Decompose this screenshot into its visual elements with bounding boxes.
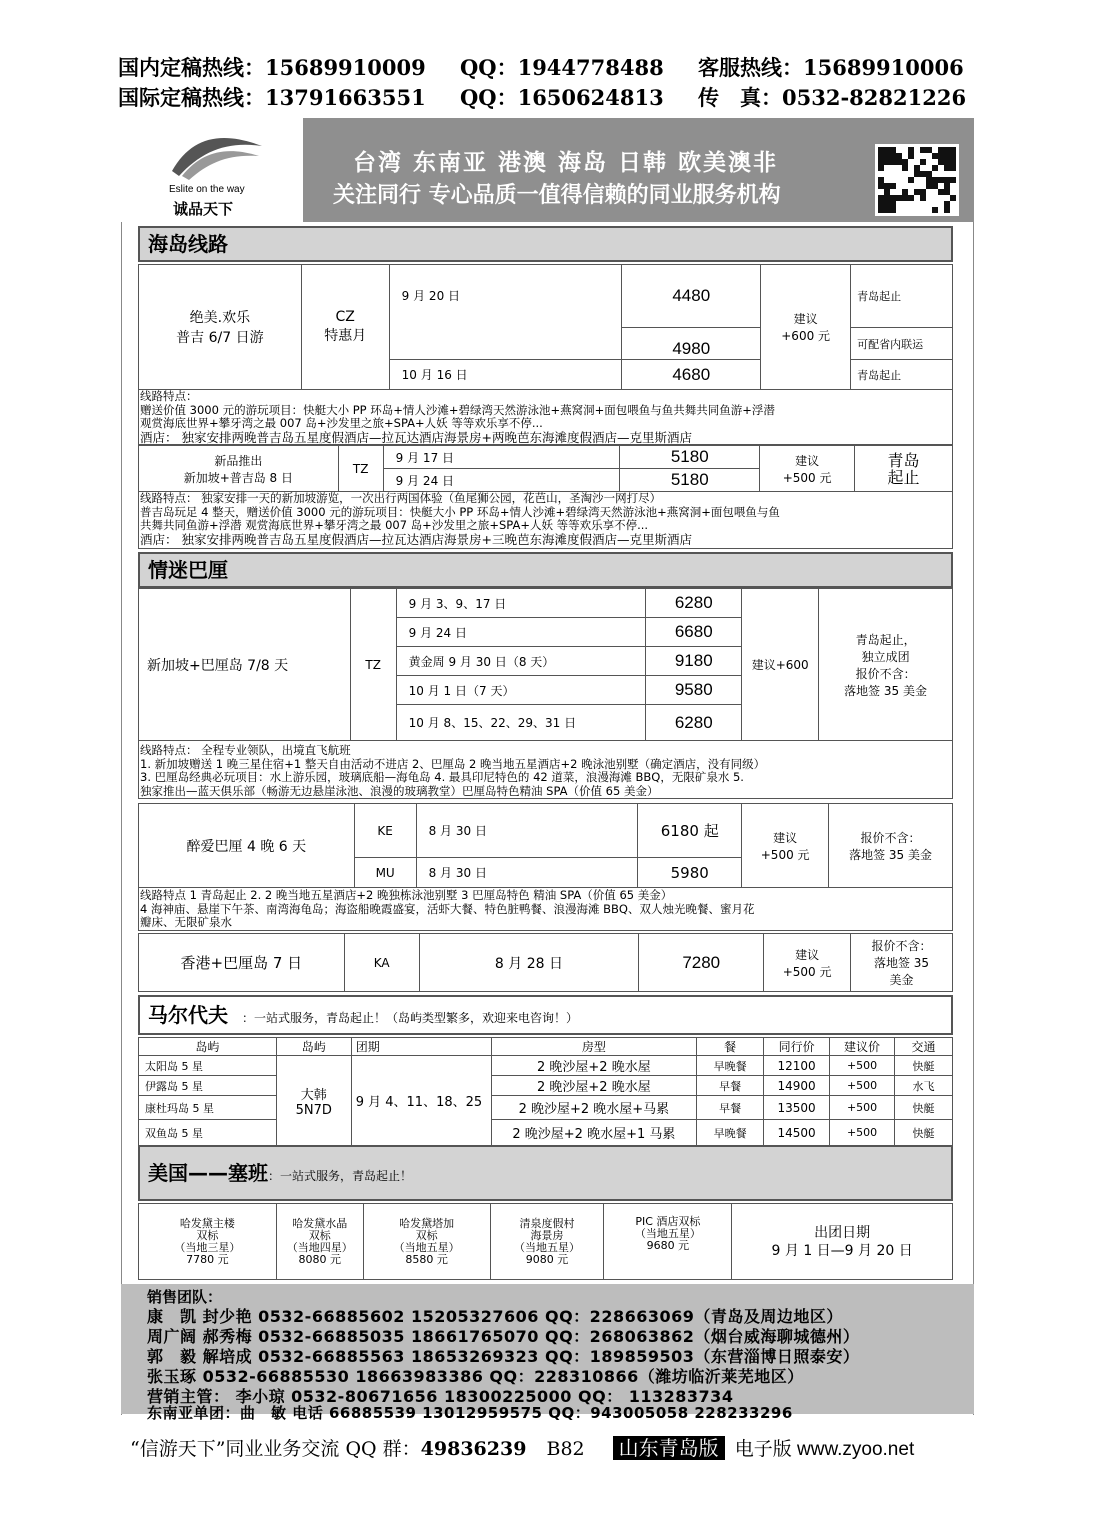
- price-cell: 9580: [646, 676, 742, 705]
- banner-slogan: 关注同行 专心品质一值得信赖的同业服务机构: [333, 183, 781, 208]
- sales-row: 郭 毅 解培成 0532-66885563 18653269323 QQ：189859503（东营淄博日照泰安）: [147, 1347, 860, 1366]
- date-cell: 10 月 1 日（7 天）: [396, 676, 646, 705]
- price-cell: 5980: [638, 858, 742, 888]
- section-title: 美国——塞班: [148, 1161, 268, 1185]
- domestic-hotline: 国内定稿热线：15689910009: [118, 55, 426, 80]
- section-subtitle: ：一站式服务，青岛起止！（岛屿类型繁多，欢迎来电咨询！）: [242, 1011, 579, 1025]
- depart-cell: 出团日期 9 月 1 日—9 月 20 日: [732, 1204, 953, 1280]
- suggest-price: 建议 +500 元: [760, 446, 855, 492]
- route-name: 醉爱巴厘 4 晚 6 天: [139, 804, 355, 888]
- bali-table-1: [138, 588, 953, 741]
- bali-table-2: [138, 803, 953, 888]
- logo-chinese: 诚品天下: [173, 200, 234, 218]
- saipan-table: [138, 1203, 953, 1280]
- hotel-cell: 哈发黛塔加 双标 （当地五星） 8580 元: [363, 1204, 490, 1280]
- col-header: 交通: [895, 1038, 953, 1056]
- table-row: 双鱼岛 5 星 2 晚沙屋+2 晚水屋+1 马累 早晚餐 14500 +500 快艇: [139, 1120, 953, 1146]
- date-cell: 9 月 24 日: [383, 469, 620, 492]
- price-cell: 6280: [646, 705, 742, 741]
- date-cell: 9 月 24 日: [396, 618, 646, 647]
- route-notes: 线路特点： 全程专业领队，出境直飞航班 1. 新加坡赠送 1 晚三星住宿+1 整天自由活动不进店 2、巴厘岛 2 晚当地五星酒店+2 晚泳池别墅（确定酒店，没有同级） 3. 巴厘岛经典必玩项目：水上游乐园，玻璃底船—海龟岛 4. 最具印尼特色的 42 道菜，浪漫海滩 BBQ，无限矿泉水 5. 独家推出—蓝天俱乐部（畅游无边悬崖泳池、浪漫的玻璃教堂）巴厘岛特色精油 SPA（价值 65 美金）: [140, 744, 766, 798]
- col-header: 岛屿: [139, 1038, 277, 1056]
- note-cell: 青岛起止， 独立成团 报价不含： 落地签 35 美金: [819, 589, 953, 741]
- note-cell: 可配省内联运: [851, 328, 953, 360]
- route-name: 香港+巴厘岛 7 日: [139, 934, 345, 992]
- col-header: 房型: [491, 1038, 697, 1056]
- website: 电子版 www.zyoo.net: [734, 1439, 915, 1460]
- sales-row: 东南亚单团：曲 敏 电话 66885539 13012959575 QQ：943005058 228233296: [147, 1404, 793, 1422]
- sales-row: 张玉琢 0532-66885530 18663983386 QQ：228310866（潍坊临沂莱芜地区）: [147, 1367, 804, 1386]
- maldives-section-header: [138, 995, 953, 1035]
- sales-title: 销售团队：: [147, 1288, 223, 1306]
- footer-text: “信游天下”同业业务交流 QQ 群：: [130, 1438, 421, 1460]
- suggest-price: 建议 +500 元: [742, 804, 829, 888]
- route-name: 新加坡+巴厘岛 7/8 天: [139, 589, 351, 741]
- airline: MU: [354, 858, 416, 888]
- fax: 传 真：0532-82821226: [698, 85, 967, 110]
- route-name: 绝美.欢乐 普吉 6/7 日游: [139, 265, 302, 390]
- price-cell: 4980: [622, 328, 761, 360]
- logo: [121, 118, 303, 222]
- hotel-cell: PIC 酒店双标 （当地五星） 9680 元: [604, 1204, 732, 1280]
- banner-slogan-area: [303, 118, 974, 222]
- price-cell: 5180: [620, 469, 760, 492]
- date-cell: 9 月 17 日: [383, 446, 620, 469]
- date-cell: 9 月 3、9、17 日: [396, 589, 646, 618]
- price-cell: 5180: [620, 446, 760, 469]
- table-row: 伊露岛 5 星 2 晚沙屋+2 晚水屋 早餐 14900 +500 水飞: [139, 1076, 953, 1096]
- section-title: 马尔代夫: [148, 1003, 228, 1027]
- section-title: 情迷巴厘: [148, 558, 228, 582]
- table-row: 康杜玛岛 5 星 2 晚沙屋+2 晚水屋+马累 早餐 13500 +500 快艇: [139, 1096, 953, 1120]
- saipan-section-header: [138, 1145, 953, 1201]
- banner: [121, 118, 974, 222]
- note-cell: 青岛起止: [851, 360, 953, 390]
- bali-section-header: [138, 552, 953, 588]
- hotel-cell: 哈发黛主楼 双标 （当地三星） 7780 元: [139, 1204, 277, 1280]
- airline: KA: [344, 934, 419, 992]
- price-cell: 4680: [622, 360, 761, 390]
- date-cell: 8 月 28 日: [419, 934, 639, 992]
- island-table-2: [138, 445, 953, 492]
- table-row: 太阳岛 5 星 大韩 5N7D 9 月 4、11、18、25 2 晚沙屋+2 晚水屋 早晚餐 12100 +500 快艇: [139, 1056, 953, 1076]
- sales-row: 康 凯 封少艳 0532-66885602 15205327606 QQ：228663069（青岛及周边地区）: [147, 1307, 843, 1326]
- price-cell: 9180: [646, 647, 742, 676]
- route-notes: 线路特点 1 青岛起止 2. 2 晚当地五星酒店+2 晚独栋泳池别墅 3 巴厘岛特色 精油 SPA（价值 65 美金） 4 海神庙、悬崖下午茶、南湾海龟岛；海盗船晚霞盛宴，活虾大餐、特色脏鸭餐、浪漫海滩 BBQ、双人烛光晚餐、蜜月花 瓣床、无限矿泉水: [140, 889, 755, 929]
- intl-hotline: 国际定稿热线：13791663551: [118, 85, 426, 110]
- route-notes: 线路特点： 赠送价值 3000 元的游玩项目：快艇大小 PP 环岛+情人沙滩+碧绿湾天然游泳池+燕窝洞+面包喂鱼与鱼共舞共同鱼游+浮潜 观赏海底世界+攀牙湾之最 007 岛+沙发里之旅+SPA+人妖 等等欢乐享不停... 酒店： 独家安排两晚普吉岛五星度假酒店—拉瓦达酒店海景房+两晚芭东海滩度假酒店—克里斯酒店: [140, 390, 775, 444]
- airline: CZ 特惠月: [301, 265, 389, 390]
- note-cell: 报价不含： 落地签 35 美金: [851, 934, 953, 992]
- date-cell: 10 月 16 日: [389, 360, 622, 390]
- sales-row: 营销主管： 李小琼 0532-80671656 18300225000 QQ： 113283734: [147, 1387, 734, 1406]
- suggest-price: 建议 +600 元: [761, 265, 851, 390]
- airline: KE: [354, 804, 416, 858]
- price-cell: 6680: [646, 618, 742, 647]
- qr-code-icon: [875, 144, 959, 216]
- col-header: 团期: [351, 1038, 491, 1056]
- col-header: 岛屿: [276, 1038, 351, 1056]
- date-cell: 9 月 20 日: [389, 265, 622, 360]
- sales-row: 周广阔 郝秀梅 0532-66885035 18661765070 QQ：268063862（烟台威海聊城德州）: [147, 1327, 860, 1346]
- edition-tag: 山东青岛版: [613, 1436, 725, 1460]
- banner-destinations: 台湾 东南亚 港澳 海岛 日韩 欧美澳非: [353, 150, 779, 176]
- island-table-1: [138, 264, 953, 390]
- airline: 大韩 5N7D: [276, 1056, 351, 1146]
- col-header: 建议价: [830, 1038, 895, 1056]
- airline: TZ: [350, 589, 396, 741]
- note-cell: 报价不含： 落地签 35 美金: [829, 804, 953, 888]
- date-cell: 8 月 30 日: [416, 804, 638, 858]
- date-cell: 8 月 30 日: [416, 858, 638, 888]
- hotel-cell: 清泉度假村 海景房 （当地五星） 9080 元: [490, 1204, 604, 1280]
- airline: TZ: [338, 446, 383, 492]
- qq-2: QQ：1650624813: [460, 85, 664, 110]
- route-notes: 线路特点： 独家安排一天的新加坡游览，一次出行两国体验（鱼尾狮公园，花芭山，圣淘沙一网打尽） 普吉岛玩足 4 整天，赠送价值 3000 元的游玩项目：快艇大小 PP 环岛+情人沙滩+碧绿湾天然游泳池+燕窝洞+面包喂鱼与鱼 共舞共同鱼游+浮潜 观赏海底世界+攀牙湾之最 007 岛+沙发里之旅+SPA+人妖 等等欢乐享不停... 酒店： 独家安排两晚普吉岛五星度假酒店—拉瓦达酒店海景房+三晚芭东海滩度假酒店—克里斯酒店: [140, 492, 780, 546]
- group-dates: 9 月 4、11、18、25: [351, 1056, 491, 1146]
- qq-1: QQ：1944778488: [460, 55, 664, 80]
- island-section-header: [138, 226, 953, 262]
- col-header: 同行价: [764, 1038, 830, 1056]
- suggest-price: 建议+600: [742, 589, 819, 741]
- route-name: 新品推出 新加坡+普吉岛 8 日: [139, 446, 339, 492]
- page-number: B82: [546, 1438, 585, 1460]
- note-cell: 青岛起止: [851, 265, 953, 328]
- price-cell: 6180 起: [638, 804, 742, 858]
- price-cell: 6280: [646, 589, 742, 618]
- price-cell: 7280: [639, 934, 764, 992]
- col-header: 餐: [697, 1038, 764, 1056]
- date-cell: 黄金周 9 月 30 日（8 天）: [396, 647, 646, 676]
- section-title: 海岛线路: [148, 232, 228, 256]
- service-hotline: 客服热线：15689910006: [698, 55, 964, 80]
- hotel-cell: 哈发黛水晶 双标 （当地四星） 8080 元: [276, 1204, 363, 1280]
- bali-table-3: [138, 933, 953, 992]
- footer: [130, 1432, 914, 1461]
- footer-qq: 49836239: [420, 1438, 527, 1460]
- wing-logo-icon: [167, 126, 267, 186]
- sales-team: [121, 1284, 974, 1422]
- logo-english: Eslite on the way: [169, 184, 245, 195]
- suggest-price: 建议 +500 元: [764, 934, 851, 992]
- section-subtitle: ：一站式服务，青岛起止！: [268, 1169, 413, 1183]
- maldives-table: [138, 1037, 953, 1146]
- price-cell: 4480: [622, 265, 761, 328]
- date-cell: 10 月 8、15、22、29、31 日: [396, 705, 646, 741]
- note-cell: 青岛 起止: [855, 446, 953, 492]
